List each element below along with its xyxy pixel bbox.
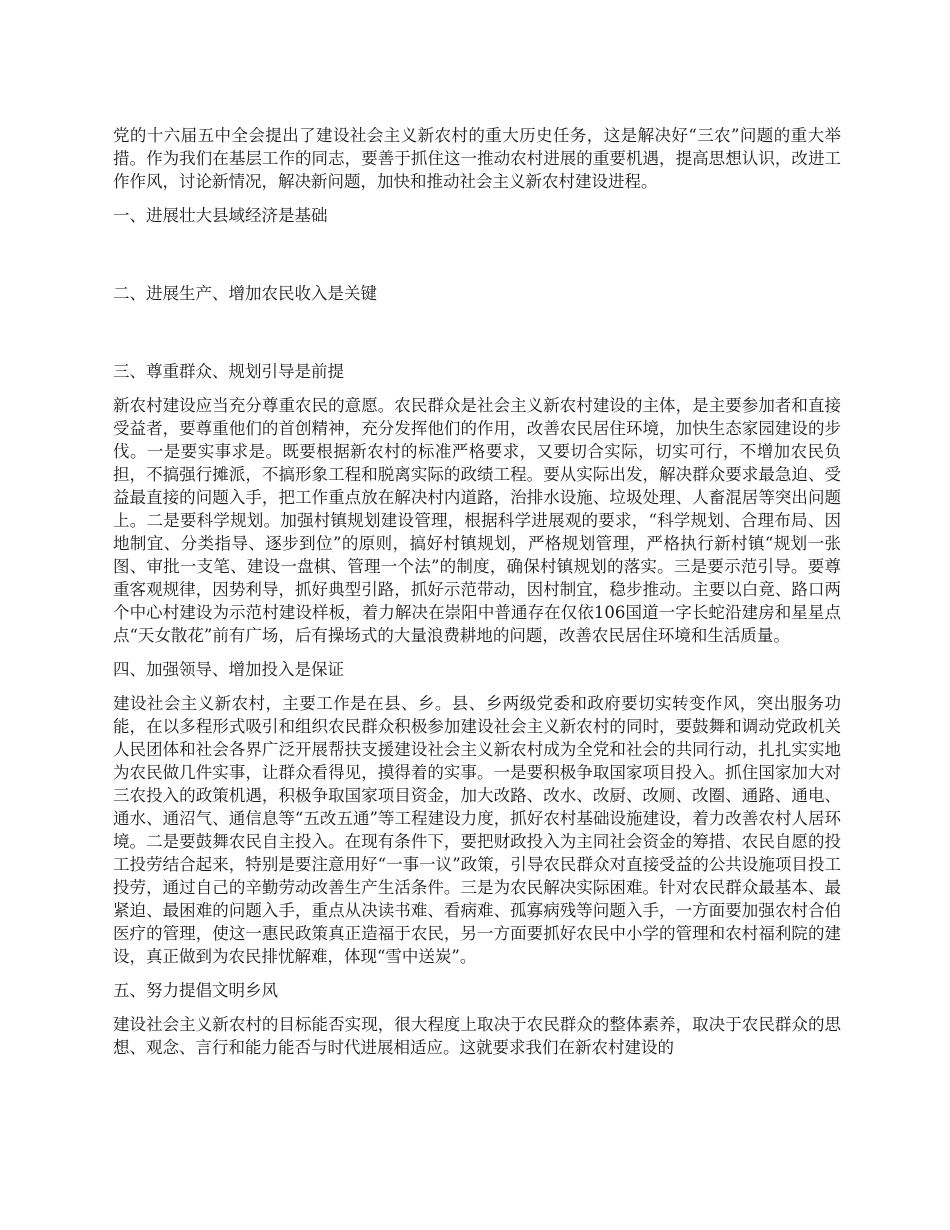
section-spacer-1 — [113, 238, 841, 282]
section-heading-2: 二、进展生产、增加农民收入是关键 — [113, 284, 377, 303]
section-body-5: 建设社会主义新农村的目标能否实现，很大程度上取决于农民群众的整体素养，取决于农民群众的思想、观念、言行和能力能否与时代进展相适应。这就要求我们在新农村建设的 — [113, 1015, 841, 1057]
section-body-3: 新农村建设应当充分尊重农民的意愿。农民群众是社会主义新农村建设的主体，是主要参加者和直接受益者，要尊重他们的首创精神，充分发挥他们的作用，改善农民居住环境，加快生态家园建设的步伐。一是要实事求是。既要根据新农村的标准严格要求，又要切合实际，切实可行，不增加农民负担，不搞强行摊派，不搞形象工程和脱离实际的政绩工程。要从实际出发，解决群众要求最急迫、受益最直接的问题入手，把工作重点放在解决村内道路，治排水设施、垃圾处理、人畜混居等突出问题上。二是要科学规划。加强村镇规划建设管理，根据科学进展观的要求，“科学规划、合理布局、因地制宜、分类指导、逐步到位”的原则，搞好村镇规划，严格规划管理，严格执行新村镇“规划一张图、审批一支笔、建设一盘棋、管理一个法”的制度，确保村镇规划的落实。三是要示范引导。要尊重客观规律，因势利导，抓好典型引路，抓好示范带动，因村制宜，稳步推动。主要以白竟、路口两个中心村建设为示范村建设样板，着力解决在崇阳中普通存在仅依106国道一字长蛇沿建房和星星点点“天女散花”前有广场，后有操场式的大量浪费耕地的问题，改善农民居住环境和生活质量。 — [113, 396, 841, 645]
section-heading-5: 五、努力提倡文明乡风 — [113, 981, 278, 1000]
section-heading-3: 三、尊重群众、规划引导是前提 — [113, 362, 344, 381]
intro-paragraph: 党的十六届五中全会提出了建设社会主义新农村的重大历史任务，这是解决好“三农”问题的重大举措。作为我们在基层工作的同志，要善于抓住这一推动农村进展的重要机遇，提高思想认识，改进工作作风，讨论新情况，解决新问题，加快和推动社会主义新农村建设进程。 — [113, 126, 841, 191]
section-heading-4: 四、加强领导、增加投入是保证 — [113, 660, 344, 679]
document-body — [113, 124, 841, 1070]
section-heading-1: 一、进展壮大县域经济是基础 — [113, 206, 328, 225]
section-spacer-2 — [113, 316, 841, 360]
section-body-4: 建设社会主义新农村，主要工作是在县、乡。县、乡两级党委和政府要切实转变作风，突出服务功能，在以多程形式吸引和组织农民群众积极参加建设社会主义新农村的同时，要鼓舞和调动党政机关人民团体和社会各界广泛开展帮扶支援建设社会主义新农村成为全党和社会的共同行动，扎扎实实地为农民做几件实事，让群众看得见，摸得着的实事。一是要积极争取国家项目投入。抓住国家加大对三农投入的政策机遇，积极争取国家项目资金，加大改路、改水、改厨、改厕、改圈、通路、通电、通水、通沼气、通信息等“五改五通”等工程建设力度，抓好农村基础设施建设，着力改善农村人居环境。二是要鼓舞农民自主投入。在现有条件下，要把财政投入为主同社会资金的筹措、农民自愿的投工投劳结合起来，特别是要注意用好“一事一议”政策，引导农民群众对直接受益的公共设施项目投工投劳，通过自己的辛勤劳动改善生产生活条件。三是为农民解决实际困难。针对农民群众最基本、最紧迫、最困难的问题入手，重点从决读书难、看病难、孤寡病残等问题入手，一方面要加强农村合伯医疗的管理，使这一惠民政策真正造福于农民，另一方面要抓好农民中小学的管理和农村福利院的建设，真正做到为农民排忧解难，体现“雪中送炭”。 — [113, 694, 841, 966]
